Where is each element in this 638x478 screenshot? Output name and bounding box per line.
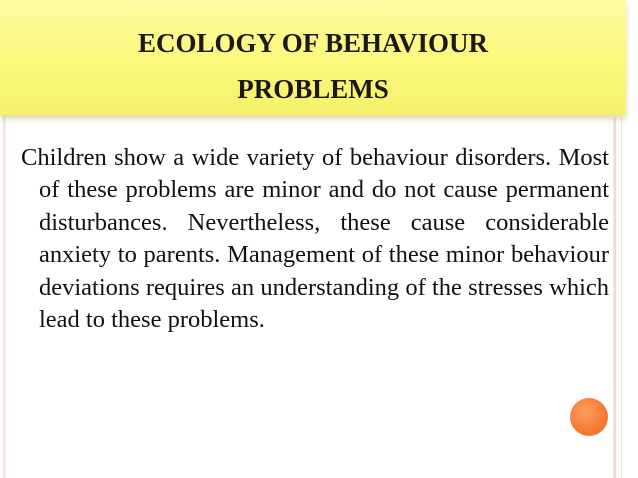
body-paragraph: Children show a wide variety of behaviour disorders. Most of these problems are minor and do not cause permanent disturbances. Nevertheless, these cause considerable anxiety to parents. Management of these minor behaviour deviations requires an understanding of the stresses which lead to these problems.: [21, 144, 609, 334]
body-text-block: [21, 142, 609, 336]
orange-circle-icon: [570, 398, 608, 436]
slide-title: [0, 20, 626, 112]
right-border-decoration: [613, 118, 616, 478]
right-border-line: [621, 118, 622, 478]
title-band: [0, 0, 626, 115]
title-line-1: ECOLOGY OF BEHAVIOUR: [137, 28, 489, 58]
title-line-2: PROBLEMS: [237, 74, 389, 104]
